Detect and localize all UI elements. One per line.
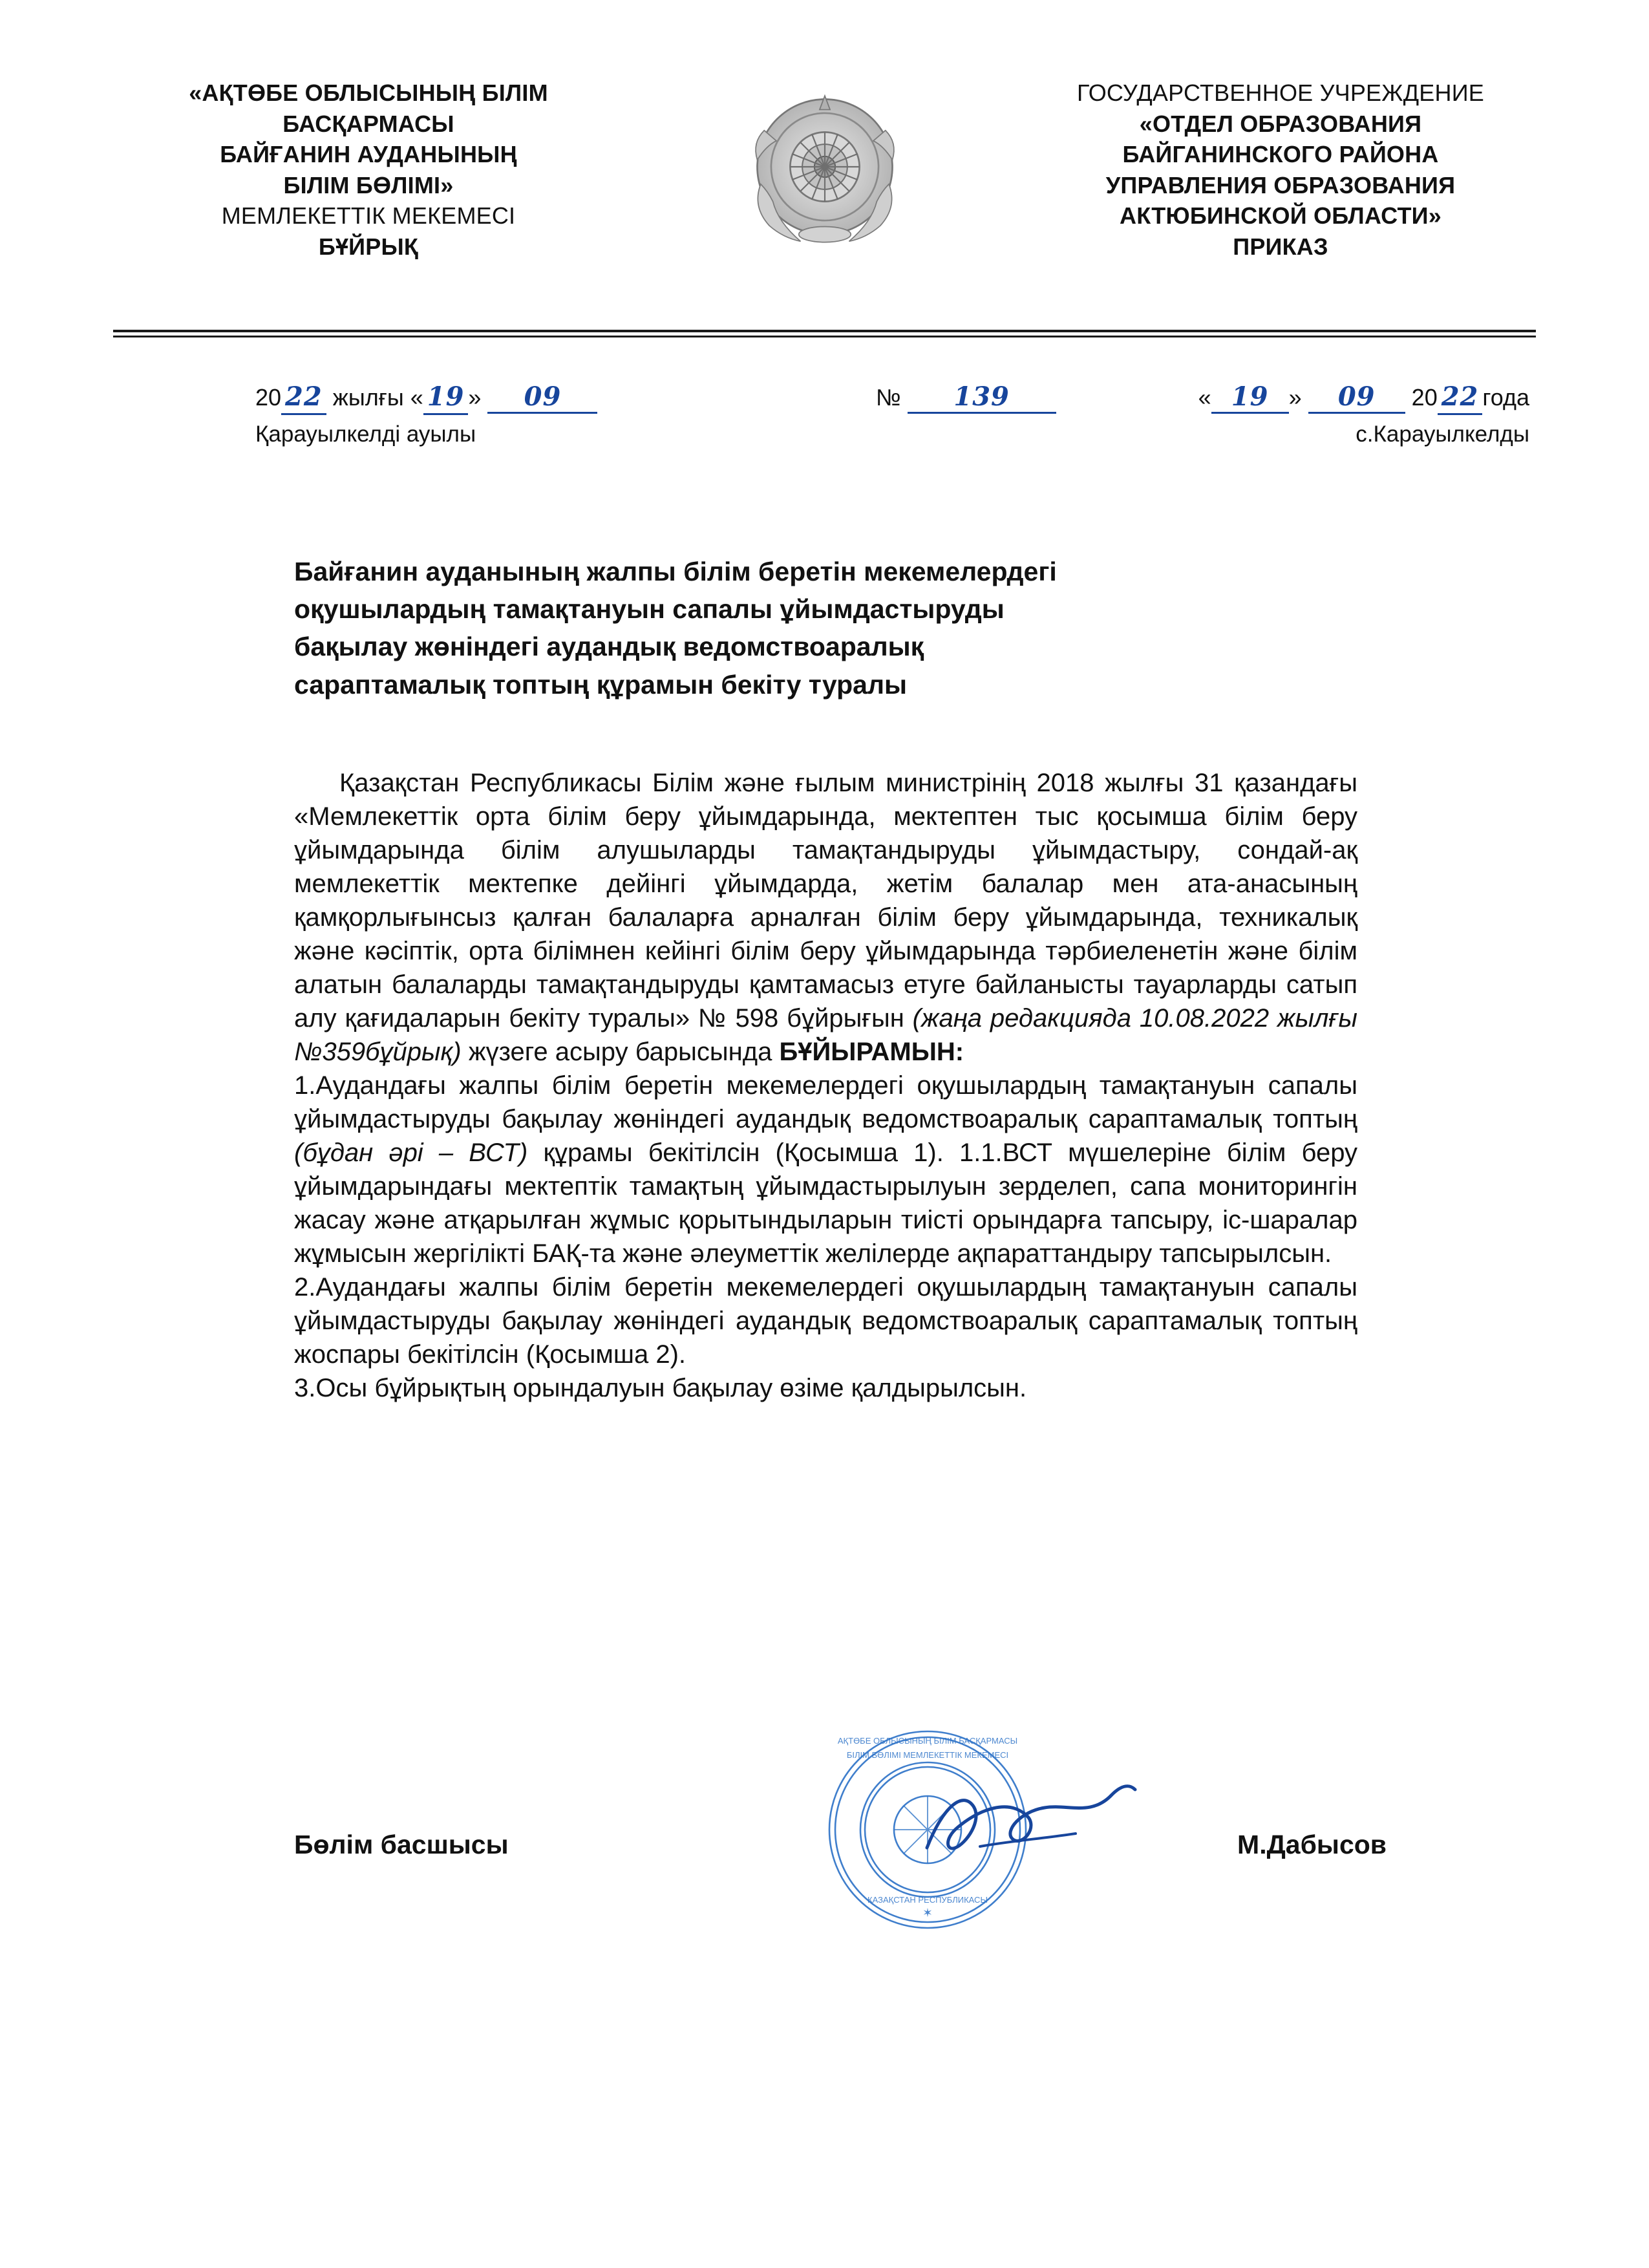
signer-position: Бөлім басшысы — [294, 1830, 509, 1859]
item1-abbreviation: (бұдан әрі – ВСТ) — [294, 1139, 528, 1167]
body-paragraph-preamble — [294, 766, 1357, 1069]
place-russian: с.Карауылкелды — [1356, 422, 1529, 447]
body-item-3: 3.Осы бұйрықтың орындалуын бақылау өзіме қалдырылсын. — [294, 1374, 1027, 1402]
emblem-container — [721, 78, 928, 253]
title-line-3: бақылау жөніндегі аудандық ведомствоаралық — [294, 632, 924, 662]
signature-block — [294, 1830, 1412, 1860]
item1-text-a: 1.Аудандағы жалпы білім беретін мекемелердегі оқушылардың тамақтануын сапалы ұйымдастыруды бақылау жөніндегі аудандық ведомствоаралық сараптамалық топтың — [294, 1071, 1357, 1133]
title-line-2: оқушылардың тамақтануын сапалы ұйымдастыруды — [294, 594, 1005, 625]
ru-year-prefix: 20 — [1411, 384, 1438, 411]
header-block-russian — [1025, 78, 1536, 262]
document-body — [294, 766, 1357, 1405]
dateline-kazakh — [255, 381, 597, 415]
title-line-4: сараптамалық топтың құрамын бекіту туралы — [294, 669, 908, 700]
number-handwritten: 139 — [908, 381, 1056, 414]
preamble-text-part1: Қазақстан Республикасы Білім және ғылым министрінің 2018 жылғы 31 қазандағы «Мемлекеттік орта білім беру ұйымдарында, мектептен тыс қосымша білім беру ұйымдарында білім алушыларды тамақтандыруды ұйымдастыру, сондай-ақ мемлекеттік мектепке дейінгі ұйымдарда, жетім балалар мен ата-анасының қамқорлығынсыз қалған балаларға арналған білім беру ұйымдарында, техникалық және кәсіптік, орта білімнен кейінгі білім беру ұйымдарында тәрбиеленетін және білім алатын балаларды тамақтандыруды қамтамасыз етуге байланысты тауарларды сатып алу қағидаларын бекіту туралы» № 598 бұйрығын — [294, 769, 1357, 1032]
day-handwritten: 19 — [423, 381, 469, 415]
preamble-text-italic: (жаңа редакцияда 10.08.2022 жылғы №359бұйрық) — [294, 1004, 1357, 1066]
document-dateline — [113, 381, 1536, 465]
body-item-1 — [294, 1069, 1357, 1270]
ru-year-handwritten: 22 — [1438, 381, 1483, 415]
header-kk-line2: БАСҚАРМАСЫ — [282, 110, 454, 137]
document-title — [294, 553, 1412, 703]
ru-month-handwritten: 09 — [1308, 381, 1405, 414]
year-handwritten: 22 — [281, 381, 326, 415]
svg-text:АҚТӨБЕ ОБЛЫСЫНЫҢ БІЛІМ БАСҚАРМ: АҚТӨБЕ ОБЛЫСЫНЫҢ БІЛІМ БАСҚАРМАСЫ — [837, 1736, 1018, 1746]
ru-day-handwritten: 19 — [1211, 381, 1289, 414]
header-kk-line3: БАЙҒАНИН АУДАНЫНЫҢ — [220, 141, 517, 168]
preamble-order-word: БҰЙЫРАМЫН: — [779, 1038, 964, 1066]
dateline-number — [876, 381, 1056, 414]
ru-day-close-quote: » — [1288, 384, 1302, 411]
dateline-russian — [1198, 381, 1529, 415]
header-divider-rule — [113, 330, 1536, 336]
header-ru-line5: АКТЮБИНСКОЙ ОБЛАСТИ» — [1120, 202, 1442, 230]
day-open-quote: « — [410, 384, 423, 411]
header-kk-line4: БІЛІМ БӨЛІМІ» — [283, 171, 454, 198]
header-ru-line3: БАЙГАНИНСКОГО РАЙОНА — [1122, 141, 1439, 168]
year-prefix: 20 — [255, 384, 282, 411]
signer-name: М.Дабысов — [1237, 1830, 1387, 1859]
svg-text:✶: ✶ — [922, 1907, 933, 1920]
header-ru-line1: ГОСУДАРСТВЕННОЕ УЧРЕЖДЕНИЕ — [1077, 80, 1484, 106]
header-ru-line2: «ОТДЕЛ ОБРАЗОВАНИЯ — [1139, 110, 1422, 137]
ru-day-open-quote: « — [1198, 384, 1211, 411]
item1-text-b: құрамы бекітілсін (Қосымша 1). 1.1.ВСТ мүшелеріне білім беру ұйымдарындағы мектептік тамақтың ұйымдастырылуын зерделеп, сапа мониторингін жасау және атқарылған жұмыс қорытындыларын тиісті орындарға тапсыру, іс-шаралар жұмысын жергілікті БАҚ-та және әлеуметтік желілерде ақпараттандыру тапсырылсын. — [294, 1139, 1357, 1268]
header-kk-line5: МЕМЛЕКЕТТІК МЕКЕМЕСІ — [221, 202, 516, 230]
header-kk-line6: БҰЙРЫҚ — [318, 233, 419, 260]
year-word-kk: жылғы — [332, 384, 404, 411]
header-kk-line1: «АҚТӨБЕ ОБЛЫСЫНЫҢ БІЛІМ — [189, 80, 548, 106]
day-close-quote: » — [468, 384, 482, 411]
header-ru-line6: ПРИКАЗ — [1233, 233, 1328, 260]
preamble-text-part2: жүзеге асыру барысында — [461, 1038, 780, 1066]
document-header — [113, 78, 1536, 262]
kazakhstan-state-emblem-icon — [738, 80, 911, 253]
number-label: № — [876, 384, 901, 411]
svg-text:БІЛІМ БӨЛІМІ МЕМЛЕКЕТТІК МЕКЕМ: БІЛІМ БӨЛІМІ МЕМЛЕКЕТТІК МЕКЕМЕСІ — [846, 1750, 1009, 1760]
header-ru-line4: УПРАВЛЕНИЯ ОБРАЗОВАНИЯ — [1105, 171, 1456, 198]
ru-year-word: года — [1482, 384, 1529, 411]
title-line-1: Байғанин ауданының жалпы білім беретін мекемелердегі — [294, 557, 1057, 586]
svg-text:ҚАЗАҚСТАН РЕСПУБЛИКАСЫ: ҚАЗАҚСТАН РЕСПУБЛИКАСЫ — [867, 1895, 988, 1905]
place-kazakh: Қарауылкелді ауылы — [255, 422, 476, 447]
month-handwritten: 09 — [487, 381, 597, 414]
header-block-kazakh — [113, 78, 624, 262]
body-item-2: 2.Аудандағы жалпы білім беретін мекемелердегі оқушылардың тамақтануын сапалы ұйымдастыруды бақылау жөніндегі аудандық ведомствоаралық сараптамалық топтың жоспары бекітілсін (Қосымша 2). — [294, 1273, 1357, 1369]
